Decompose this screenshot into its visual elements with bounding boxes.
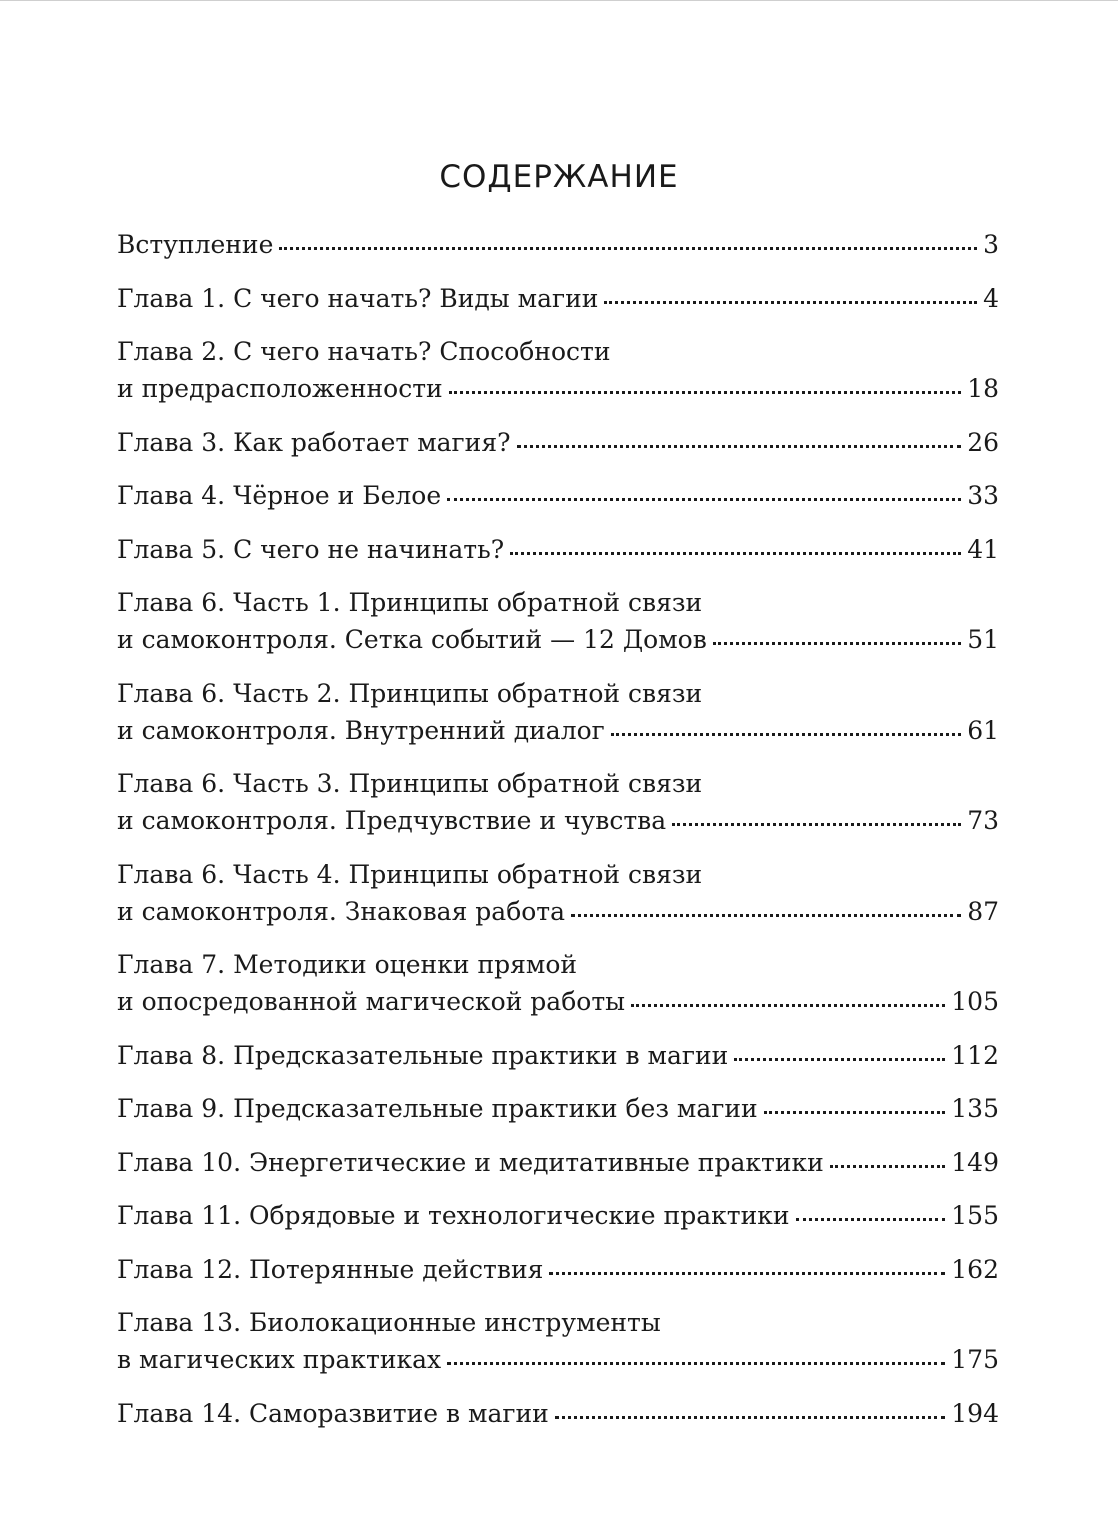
- toc-entry-page-number: 162: [951, 1254, 999, 1284]
- toc-entry-title: Глава 9. Предсказательные практики без магии: [117, 1094, 758, 1123]
- dot-leader: [510, 552, 961, 555]
- toc-entry-title-line1: Глава 6. Часть 1. Принципы обратной связи: [117, 588, 703, 617]
- toc-entry[interactable]: [117, 584, 999, 658]
- toc-entry[interactable]: [117, 675, 999, 749]
- toc-entry-last-line: [117, 983, 999, 1020]
- toc-entry-title: Глава 14. Саморазвитие в магии: [117, 1398, 549, 1428]
- toc-entry-last-line: [117, 1090, 999, 1127]
- toc-entry-page-number: 41: [967, 534, 999, 564]
- dot-leader: [796, 1218, 946, 1221]
- toc-entry-page-number: 33: [967, 481, 999, 510]
- toc-entry-last-line: [117, 1395, 999, 1432]
- toc-entry-last-line: [117, 1251, 999, 1288]
- toc-entry[interactable]: [117, 477, 999, 514]
- toc-entry-title: Вступление: [117, 230, 274, 259]
- toc-entry-page-number: 73: [967, 806, 999, 835]
- table-of-contents: [117, 226, 999, 1448]
- dot-leader: [555, 1416, 945, 1419]
- toc-entry[interactable]: [117, 1197, 999, 1234]
- toc-entry-title-line1: Глава 6. Часть 3. Принципы обратной связи: [117, 769, 703, 798]
- toc-entry-page-number: 61: [967, 715, 999, 745]
- toc-entry[interactable]: [117, 1304, 999, 1378]
- toc-entry-title: Глава 11. Обрядовые и технологические практики: [117, 1201, 790, 1230]
- toc-entry[interactable]: [117, 1090, 999, 1127]
- dot-leader: [447, 498, 961, 501]
- toc-entry-last-line: [117, 531, 999, 568]
- toc-entry-last-line: [117, 1341, 999, 1378]
- toc-entry[interactable]: [117, 856, 999, 930]
- toc-entry-title: Глава 1. С чего начать? Виды магии: [117, 283, 599, 313]
- toc-entry-title: и самоконтроля. Сетка событий — 12 Домов: [117, 625, 707, 654]
- toc-entry-title: Глава 10. Энергетические и медитативные практики: [117, 1147, 824, 1177]
- toc-entry-page-number: 194: [951, 1398, 999, 1428]
- toc-entry-page-number: 4: [983, 283, 999, 313]
- dot-leader: [571, 914, 961, 917]
- dot-leader: [279, 247, 977, 250]
- toc-entry-page-number: 3: [983, 230, 999, 259]
- dot-leader: [611, 733, 961, 736]
- toc-entry-page-number: 51: [967, 625, 999, 654]
- toc-entry-last-line: [117, 280, 999, 317]
- toc-entry-title: и самоконтроля. Знаковая работа: [117, 896, 566, 926]
- toc-entry-last-line: [117, 226, 999, 263]
- toc-entry-title: и самоконтроля. Внутренний диалог: [117, 715, 605, 745]
- toc-entry-title-line1: Глава 6. Часть 2. Принципы обратной связи: [117, 678, 703, 708]
- toc-entry-title: и предрасположенности: [117, 374, 443, 403]
- toc-entry-title-line1: Глава 2. С чего начать? Способности: [117, 337, 611, 366]
- toc-entry-page-number: 149: [951, 1147, 999, 1177]
- toc-entry-page-number: 112: [951, 1040, 999, 1070]
- toc-entry-title: Глава 12. Потерянные действия: [117, 1254, 544, 1284]
- dot-leader: [604, 301, 977, 304]
- toc-entry-page-number: 18: [967, 374, 999, 403]
- toc-entry-last-line: [117, 802, 999, 839]
- toc-entry[interactable]: [117, 333, 999, 407]
- toc-entry-title: Глава 3. Как работает магия?: [117, 427, 511, 457]
- dot-leader: [734, 1058, 945, 1061]
- toc-entry-last-line: [117, 1197, 999, 1234]
- toc-entry-page-number: 135: [951, 1094, 999, 1123]
- page-title: СОДЕРЖАНИЕ: [439, 158, 679, 195]
- dot-leader: [830, 1165, 945, 1168]
- page-top-border: [0, 0, 1118, 1]
- dot-leader: [713, 642, 961, 645]
- toc-entry[interactable]: [117, 946, 999, 1020]
- toc-entry-title-line1: Глава 7. Методики оценки прямой: [117, 950, 578, 979]
- toc-entry[interactable]: [117, 424, 999, 461]
- toc-entry-page-number: 155: [951, 1201, 999, 1230]
- toc-entry[interactable]: [117, 280, 999, 317]
- toc-entry-title-line1: Глава 6. Часть 4. Принципы обратной связи: [117, 859, 703, 889]
- toc-entry-title: и опосредованной магической работы: [117, 987, 626, 1016]
- toc-entry[interactable]: [117, 531, 999, 568]
- toc-entry-last-line: [117, 893, 999, 930]
- toc-entry[interactable]: [117, 1144, 999, 1181]
- dot-leader: [549, 1272, 945, 1275]
- dot-leader: [517, 445, 962, 448]
- toc-entry-page-number: 87: [967, 896, 999, 926]
- toc-entry-title: и самоконтроля. Предчувствие и чувства: [117, 806, 667, 835]
- toc-entry-last-line: [117, 424, 999, 461]
- toc-entry-last-line: [117, 1144, 999, 1181]
- toc-entry[interactable]: [117, 1251, 999, 1288]
- toc-entry-last-line: [117, 1037, 999, 1074]
- dot-leader: [449, 391, 962, 394]
- dot-leader: [447, 1362, 945, 1365]
- toc-entry-last-line: [117, 370, 999, 407]
- toc-entry[interactable]: [117, 1037, 999, 1074]
- dot-leader: [764, 1111, 946, 1114]
- toc-entry-title: Глава 5. С чего не начинать?: [117, 534, 505, 564]
- toc-entry-title: в магических практиках: [117, 1345, 442, 1374]
- toc-entry[interactable]: [117, 1395, 999, 1432]
- toc-entry-last-line: [117, 712, 999, 749]
- dot-leader: [631, 1004, 945, 1007]
- toc-entry[interactable]: [117, 226, 999, 263]
- toc-entry[interactable]: [117, 765, 999, 839]
- toc-entry-page-number: 26: [967, 427, 999, 457]
- toc-entry-page-number: 105: [951, 987, 999, 1016]
- dot-leader: [672, 823, 961, 826]
- toc-entry-last-line: [117, 621, 999, 658]
- toc-entry-title: Глава 8. Предсказательные практики в магии: [117, 1040, 729, 1070]
- toc-entry-last-line: [117, 477, 999, 514]
- toc-entry-page-number: 175: [951, 1345, 999, 1374]
- toc-entry-title: Глава 4. Чёрное и Белое: [117, 481, 442, 510]
- toc-entry-title-line1: Глава 13. Биолокационные инструменты: [117, 1308, 661, 1337]
